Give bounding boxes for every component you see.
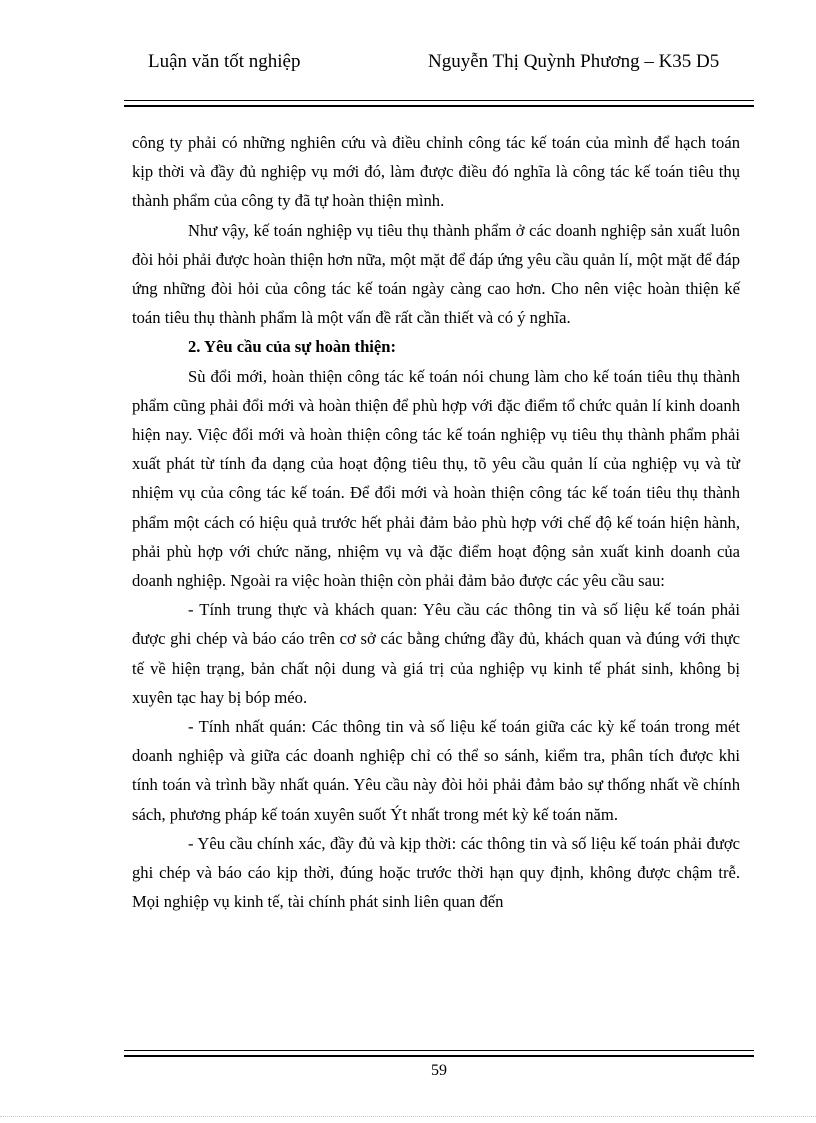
body-text xyxy=(132,128,740,916)
paragraph-6: - Yêu cầu chính xác, đầy đủ và kịp thời: các thông tin và số liệu kế toán phải được ghi chép và báo cáo kịp thời, đúng hoặc trước thời hạn quy định, không được chậm trễ. Mọi nghiệp vụ kinh tế, tài chính phát sinh liên quan đến xyxy=(132,833,740,912)
paragraph-4: - Tính trung thực và khách quan: Yêu cầu các thông tin và số liệu kế toán phải được ghi chép và báo cáo trên cơ sở các bằng chứng đầy đủ, khách quan và đúng với thực tế về hiện trạng, bản chất nội dung và giá trị của nghiệp vụ kinh tế phát sinh, không bị xuyên tạc hay bị bóp méo. xyxy=(132,600,740,707)
paragraph-2: Như vậy, kế toán nghiệp vụ tiêu thụ thành phẩm ở các doanh nghiệp sản xuất luôn đòi hỏi phải được hoàn thiện hơn nữa, một mặt để đáp ứng yêu cầu quản lí, một mặt để đáp ứng những đòi hỏi của công tác kế toán ngày càng cao hơn. Cho nên việc hoàn thiện kế toán tiêu thụ thành phẩm là một vấn đề rất cần thiết và có ý nghĩa. xyxy=(132,220,740,328)
page-number: 59 xyxy=(431,1062,447,1079)
paragraph-3: Sù đổi mới, hoàn thiện công tác kế toán nói chung làm cho kế toán tiêu thụ thành phẩm cũng phải đổi mới và hoàn thiện để phù hợp với đặc điểm tổ chức quản lí kinh doanh hiện nay. Việc đổi mới và hoàn thiện công tác kế toán nghiệp vụ tiêu thụ thành phẩm phải xuất phát từ tính đa dạng của hoạt động tiêu thụ, tõ yêu cầu quản lí của nghiệp vụ và từ nhiệm vụ của công tác kế toán. Để đổi mới và hoàn thiện công tác kế toán tiêu thụ thành phẩm một cách có hiệu quả trước hết phải đảm bảo phù hợp với chế độ kế toán hiện hành, phải phù hợp với chức năng, nhiệm vụ và đặc điểm hoạt động sản xuất kinh doanh của doanh nghiệp. Ngoài ra việc hoàn thiện còn phải đảm bảo được các yêu cầu sau: xyxy=(132,366,740,591)
header-thesis-title: Luận văn tốt nghiệp xyxy=(148,51,301,72)
paragraph-1: công ty phải có những nghiên cứu và điều chỉnh công tác kế toán của mình để hạch toán kịp thời và đầy đủ nghiệp vụ mới đó, làm được điều đó nghĩa là công tác kế toán tiêu thụ thành phẩm của công ty đã tự hoàn thiện mình. xyxy=(132,133,740,211)
section-heading: 2. Yêu cầu của sự hoàn thiện: xyxy=(188,337,397,357)
paragraph-5: - Tính nhất quán: Các thông tin và số liệu kế toán giữa các kỳ kế toán trong mét doanh nghiệp và giữa các doanh nghiệp chỉ có thể so sánh, kiểm tra, phân tích được khi tính toán và trình bầy nhất quán. Yêu cầu này đòi hỏi phải đảm bảo sự thống nhất về chính sách, phương pháp kế toán xuyên suốt Ýt nhất trong mét kỳ kế toán năm. xyxy=(132,717,740,824)
header-divider xyxy=(124,100,754,107)
page-bottom-border xyxy=(0,1116,816,1117)
header-author: Nguyễn Thị Quỳnh Phương – K35 D5 xyxy=(428,51,720,72)
footer-divider xyxy=(124,1050,754,1057)
